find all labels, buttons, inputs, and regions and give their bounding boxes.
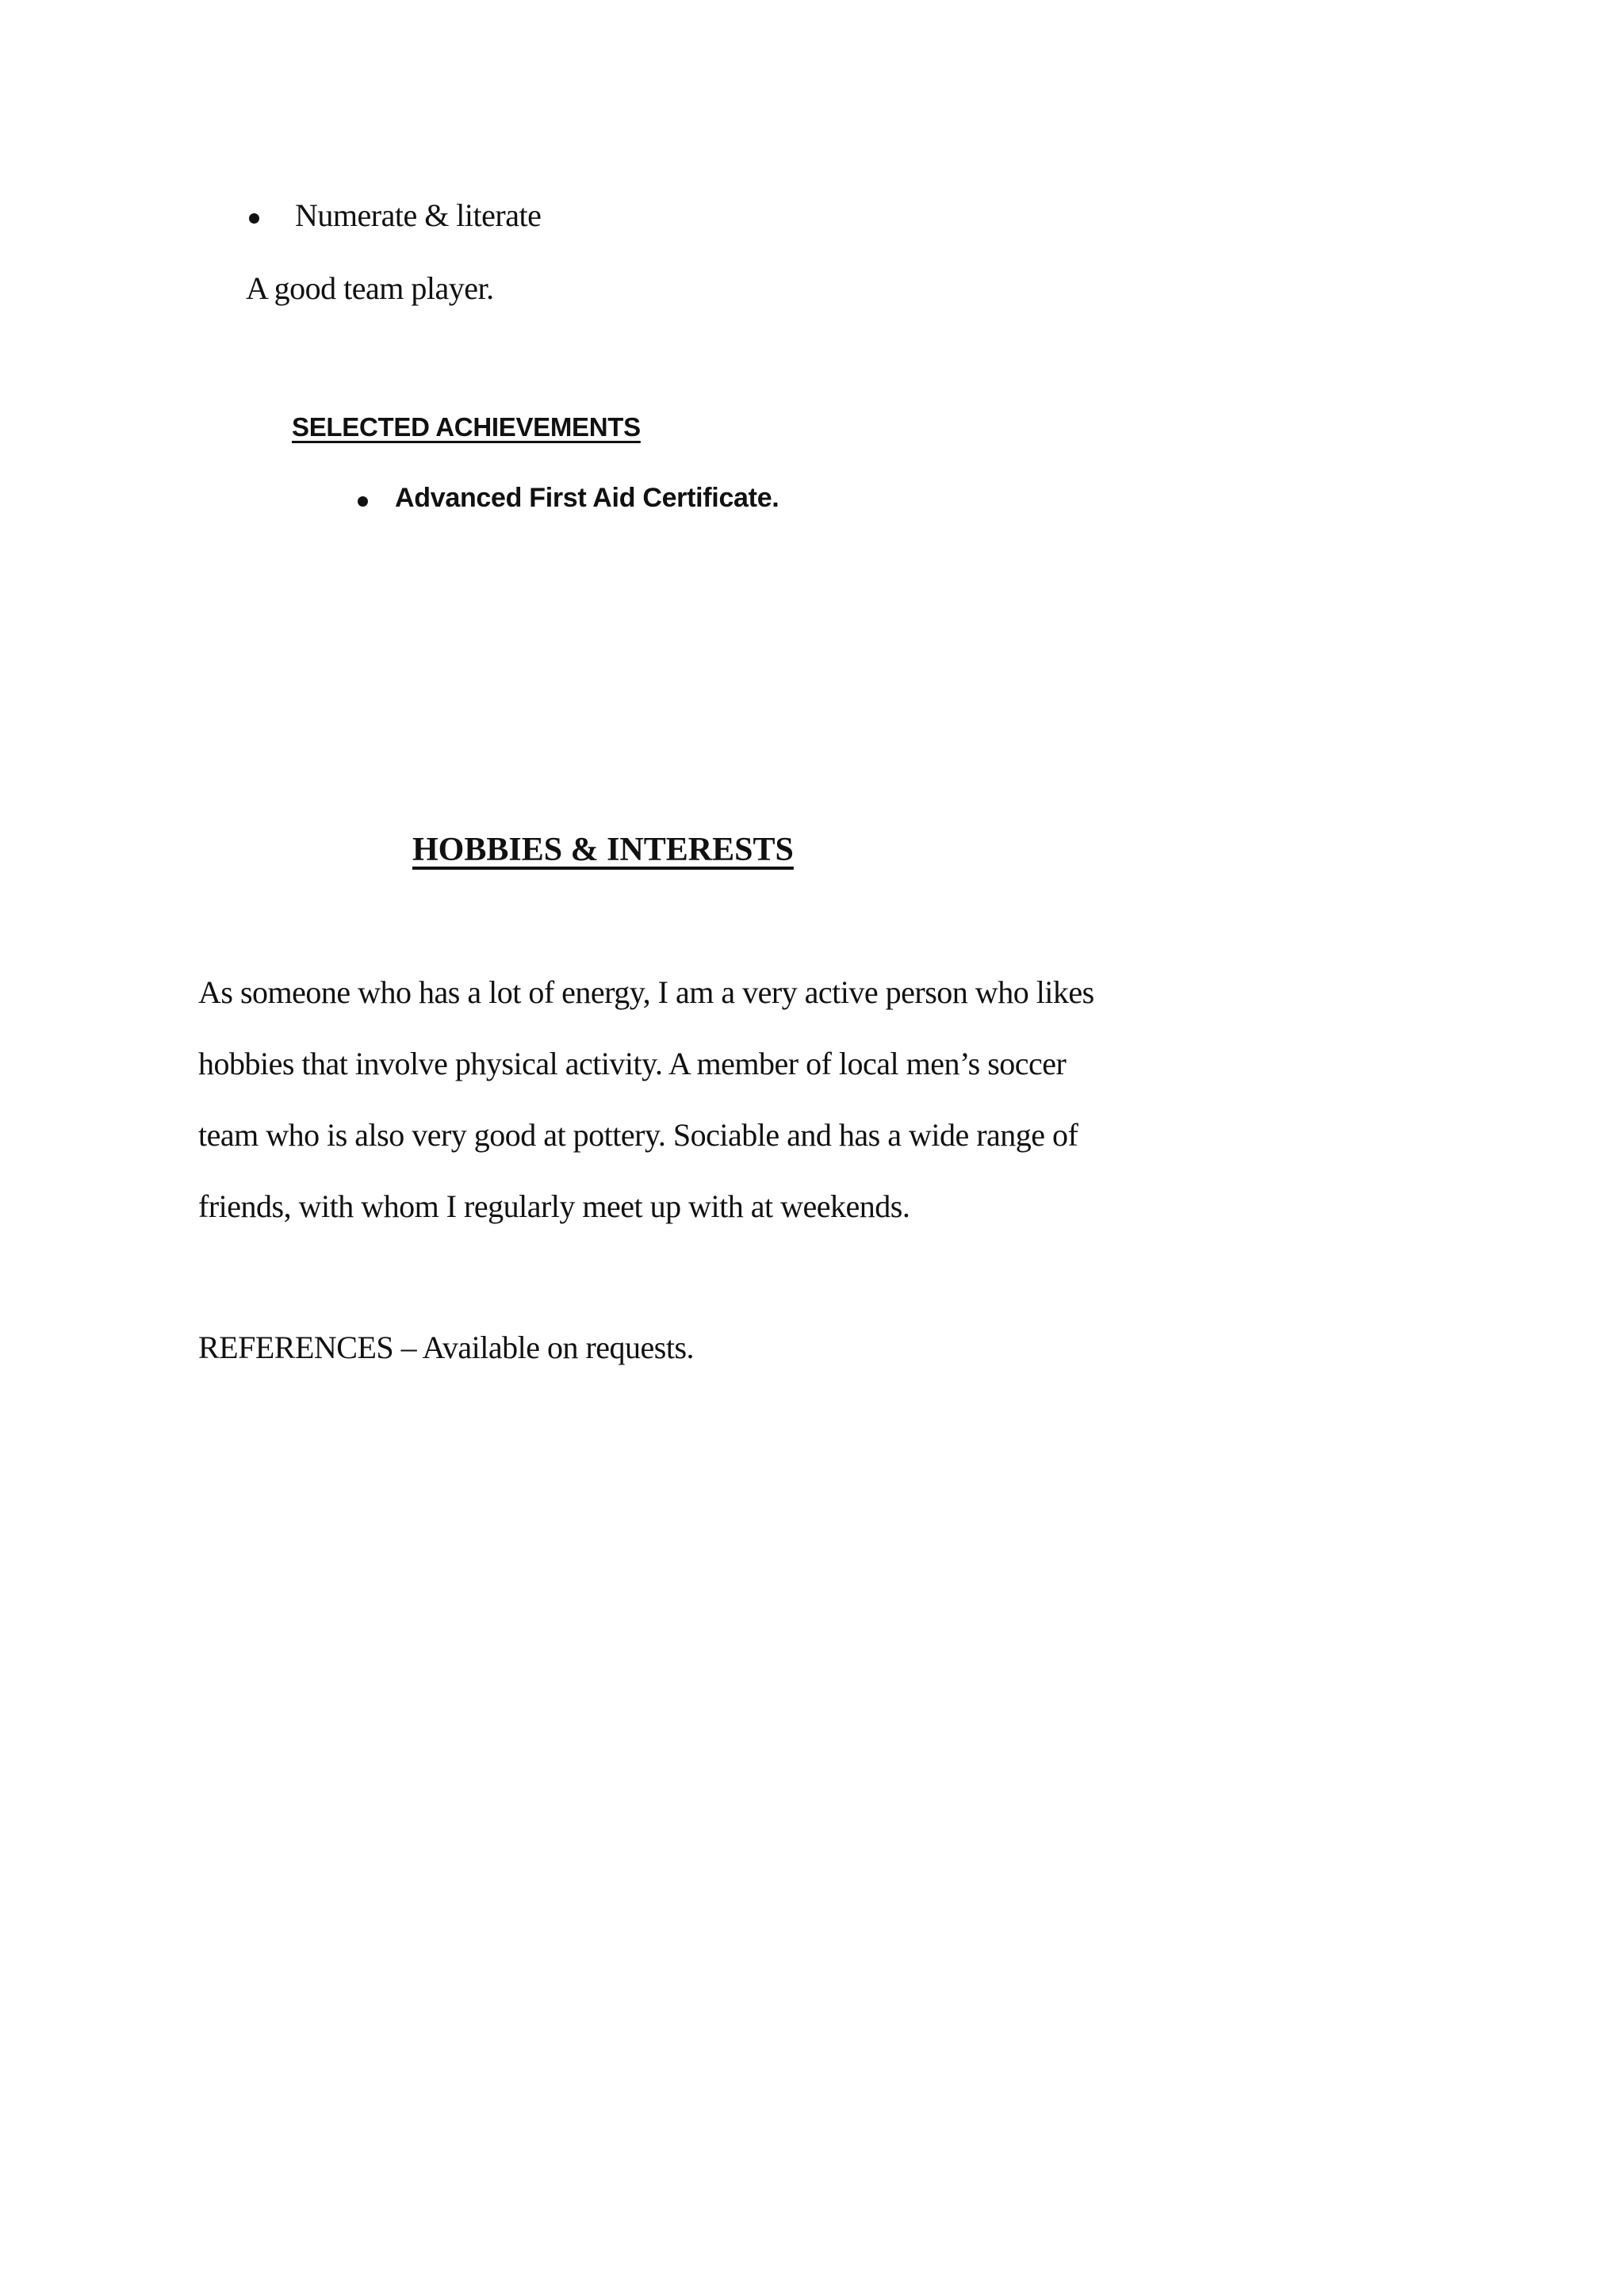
skill-bullet-item: Numerate & literate xyxy=(295,197,542,233)
hobbies-paragraph-line: As someone who has a lot of energy, I am a very active person who likes xyxy=(198,974,1094,1010)
hobbies-paragraph-line: friends, with whom I regularly meet up with at weekends. xyxy=(198,1188,910,1224)
references-line: REFERENCES – Available on requests. xyxy=(198,1330,695,1365)
bullet-icon xyxy=(358,496,368,507)
hobbies-paragraph-line: hobbies that involve physical activity. A member of local men’s soccer xyxy=(198,1046,1067,1081)
hobbies-heading: HOBBIES & INTERESTS xyxy=(412,832,794,868)
bullet-icon xyxy=(249,213,259,224)
hobbies-paragraph-line: team who is also very good at pottery. Sociable and has a wide range of xyxy=(198,1117,1078,1153)
skill-line: A good team player. xyxy=(246,270,494,306)
achievements-heading: SELECTED ACHIEVEMENTS xyxy=(292,412,641,442)
achievement-item: Advanced First Aid Certificate. xyxy=(395,483,779,513)
